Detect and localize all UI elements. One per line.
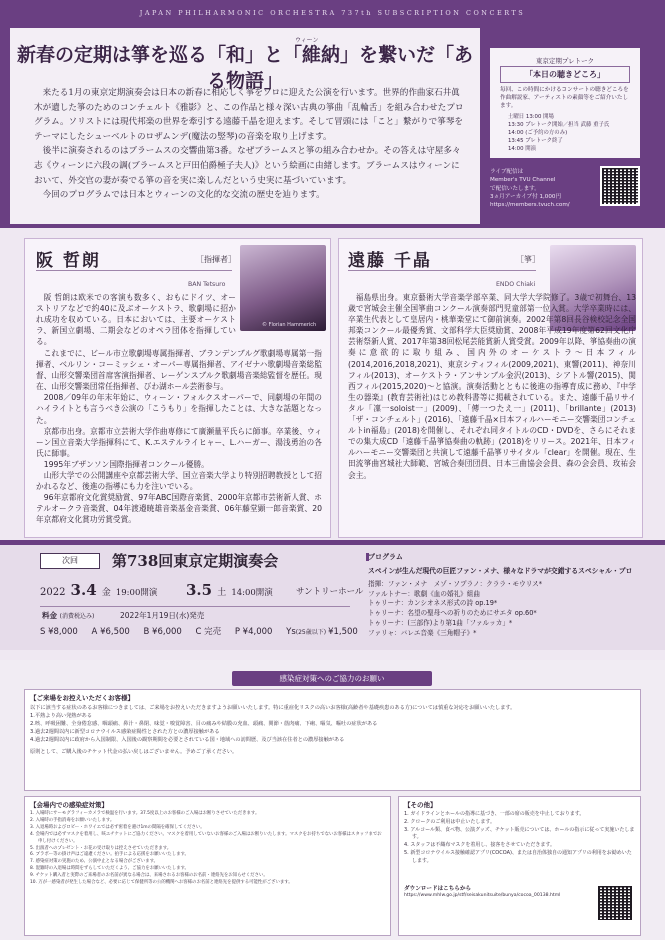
download-label: ダウンロードはこちらから: [404, 886, 472, 892]
covid-line: 4. スタッフは不織布マスクを着用し、接客をさせていただきます。: [404, 842, 555, 849]
bio-paragraph: 1995年ブザンソン国際指揮者コンクール優勝。: [43, 459, 209, 469]
concert-year: 2022: [40, 587, 66, 598]
bio-paragraph: 96年京都府文化賞奨励賞、97年ABC国際音楽賞、2000年京都市芸術新人賞、ホテルオークラ音楽賞、04年渡邉暁雄音楽基金音楽賞、06年藤堂顕一郎音楽賞、20年京都府文化賞功労賞受賞。: [36, 493, 322, 525]
covid-title: 感染症対策へのご協力のお願い: [232, 671, 432, 686]
program-item: 指揮：ファン・メナ メゾ・ソプラノ：クララ・モウリス*: [368, 580, 543, 588]
pretalk-time: 土曜日 13:00 開場: [508, 114, 554, 120]
concert-weekday: 土: [217, 588, 227, 598]
covid-line: 10. 万が一感染者が発生した場合など、必要に応じて保健所等の公的機関へお客様のお名前と連絡先を提供する可能性がございます。: [30, 880, 293, 886]
covid-line: 9. チケット購入者と実際のご来場者のお名前が異なる場合は、来場されるお客様のお名前・連絡先をお知らせください。: [30, 873, 268, 879]
covid-line: 3. アルコール類、食べ物、公演グッズ、チケット販売については、ホールの指示に従って実施いたします。: [404, 826, 635, 841]
before-visit-text: [30, 704, 635, 757]
soloist-bio: [348, 292, 636, 481]
conductor-name: 阪 哲朗: [36, 251, 101, 271]
bio-paragraph: 山形大学での公開講座や京都芸術大学、国立音楽大学より特別招聘教授として招かれるなど、後進の指導にも力を注いでいる。: [36, 471, 322, 492]
orchestra-banner: JAPAN PHILHARMONIC ORCHESTRA 737th SUBSCRIPTION CONCERTS: [139, 9, 526, 17]
qr-code-icon[interactable]: [600, 166, 640, 206]
price-c: C 完売: [195, 627, 222, 637]
pretalk-description: 毎回、この時間にかけるコンサートの聴きどころを作曲解説家、アーティストの素顔等をご紹介いたします。: [500, 87, 629, 110]
pretalk-time: 14:00 開演: [508, 146, 537, 152]
covid-line: 以下に該当する症状のあるお客様につきましては、ご来場をお控えいただきますようお願いいたします。特に重症化リスクの高いお客様(高齢者や基礎疾患のある方)については慎重な対応をお願いいたします。: [30, 705, 516, 711]
ticket-prices: [40, 625, 369, 637]
program-list: [368, 580, 542, 638]
concert-date-1: [40, 580, 157, 599]
divider: [348, 270, 536, 271]
covid-line: 2. クロークのご利用は中止いたします。: [404, 818, 495, 825]
ticket-tax-note: (消費税込み): [59, 613, 95, 620]
price-ys-value: ¥1,500: [328, 627, 358, 637]
pretalk-time: 14:00 (ご予約の方のみ): [508, 130, 568, 136]
intro-paragraph: 後半に演奏されるのはブラームスの交響曲第3番。なぜブラームスと箏の組み合わせか。その答えは守屋多々志《ウィーンに六段の調(ブラームスと戸田伯爵極子夫人)》という絵画に由緒します。ブラームスはウィーンにおいて、外交官の妻が奏でる箏の音を実に楽しんだという史実に基づいています。: [34, 146, 461, 186]
bio-paragraph: 阪 哲朗は欧米での客演も数多く、おもにドイツ、オーストリアなどで約40に及ぶオーケストラ、歌劇場に招かれ成功を収めている。日本においては、主要オーケストラ、新国立劇場、二期会などのオペラ団体を指揮している。: [36, 293, 236, 347]
qr-code-icon[interactable]: [596, 884, 634, 922]
other-heading: 【その他】: [404, 801, 437, 809]
concert-time: 19:00開演: [115, 588, 158, 598]
covid-line: 5. 新型コロナウイルス接触確認アプリ(COCOA)、または自治体独自の通知アプリの利用をお勧めいたします。: [404, 849, 632, 864]
price-b: B ¥6,000: [143, 627, 182, 637]
next-tag: 次回: [40, 553, 100, 569]
covid-line: 1. 入場時にサーモグラフィーカメラで検温を行います。37.5度以上のお客様のご入場はお断りさせていただきます。: [30, 811, 260, 816]
program-item: トゥリーナ：(三部作)より第1曲「ファルッカ」*: [368, 618, 513, 627]
concert-date: 3.5: [186, 581, 213, 599]
covid-line: 5. 出演者へのプレゼント・お花の受け取りは控えさせていただきます。: [30, 845, 172, 851]
soloist-name: 遠藤 千晶: [348, 251, 432, 271]
price-p: P ¥4,000: [234, 627, 273, 637]
program-item: ファリャ：バレエ音楽《三角帽子》*: [368, 628, 477, 637]
pretalk-subtitle: 「本日の聴きどころ」: [500, 66, 630, 83]
divider: [40, 606, 350, 607]
bio-paragraph: 2008／09年の年末年始に、ウィーン・フォルクスオーパーで、同劇場の年間のハイライトとも言うべき公演の「こうもり」を指揮したことは、大きな話題となった。: [36, 393, 322, 425]
venue-measures-heading: 【会場内での感染症対策】: [30, 801, 108, 809]
bio-paragraph: 京都市出身。京都市立芸術大学作曲専修にて廣瀬量平氏らに師事。卒業後、ウィーン国立音楽大学指揮科にて、K.エステルライヒャー、L.ハーガー、湯浅勇治の各氏に師事。: [36, 426, 322, 458]
live-stream-info: [490, 168, 590, 209]
concert-date: 3.4: [70, 581, 97, 599]
conductor-photo: [240, 245, 326, 331]
concert-venue: サントリーホール: [296, 587, 364, 597]
page-title: 新春の定期は箏を巡る「和」と「維納」を繋いだ「ある物語」: [16, 44, 473, 92]
before-visit-heading: 【ご来場をお控えいただくお客様】: [30, 694, 134, 702]
intro-paragraph: 今回のプログラムでは日本とウィーンの文化的な交流の歴史を辿ります。: [42, 190, 325, 201]
covid-line: 7. 感染症対策の実施のため、公演中止となる場合がございます。: [30, 859, 158, 865]
live-line: ライブ配信は: [490, 169, 524, 175]
intro-paragraph: 来たる1月の東京定期演奏会は日本の新春に相応しく箏をソロに迎えた公演を行います。世界的作曲家石井眞木が遺した箏のためのコンチェルト《雅影》と、この作品と様々深い古典の箏曲「乱輪舌」を組み合わせたプログラム。ソリストには現代邦楽の世界を牽引する遠藤千晶を迎えます。そして冒頭には「こと」繋がりで箏琴をテーマにしたシューベルトのロザムンデ(魔法の竪琴)の音楽を取り上げます。: [34, 88, 464, 142]
live-url[interactable]: https://members.tvuch.com/: [490, 202, 570, 209]
conductor-roman-name: BAN Tetsuro: [188, 281, 226, 288]
covid-line: 原則として、ご購入後のチケット代金の払い戻しはございません。予めご了承ください。: [30, 749, 238, 756]
venue-measures-text: [30, 811, 386, 887]
intro-text: [34, 86, 466, 203]
ticket-release-date: 2022年1月19日(水)発売: [120, 611, 205, 620]
pretalk-time: 13:45 プレトーク終了: [508, 138, 563, 144]
pretalk-heading: 東京定期プレトーク: [535, 57, 595, 65]
conductor-bio-top: [36, 292, 236, 347]
photo-credit: © Florian Hammerich: [262, 322, 317, 328]
price-s: S ¥8,000: [40, 627, 78, 637]
ticket-label: [42, 610, 94, 621]
concert-time: 14:00開演: [231, 588, 273, 598]
price-a: A ¥6,500: [91, 627, 130, 637]
conductor-role: ［指揮者］: [196, 255, 236, 264]
price-ys-note: (25歳以下): [295, 629, 327, 636]
concert-weekday: 金: [101, 588, 111, 598]
soloist-roman-name: ENDO Chiaki: [496, 281, 536, 288]
price-ys: Ys: [286, 627, 296, 637]
program-heading: プログラム: [368, 553, 403, 561]
live-price: 3ヵ月アーカイブ付 1,000円: [490, 193, 562, 200]
download-link[interactable]: https://www.mhlw.go.jp/stf/seisakunitsuite/bunya/cocoa_00138.html: [404, 893, 561, 898]
conductor-bio: [36, 348, 322, 526]
covid-line: 2.咳、呼吸困難、全身倦怠感、咽頭痛、鼻汁・鼻閉、味覚・嗅覚障害、目の痛みや結膜の充血、頭痛、関節・筋肉痛、下痢、嘔気、嘔吐の症状がある: [30, 721, 378, 728]
covid-line: 3.過去2週間以内に新型コロナウイルス感染症陽性とされた方との濃厚接触がある: [30, 729, 220, 736]
bio-paragraph: 福島県出身。東京藝術大学音楽学部卒業、同大学大学院修了。3歳で初舞台、13歳で宮城会主催全国箏曲コンクール演奏部門児童部第一位入賞。大学卒業時には、卒業生代表として皇居内・桃華楽堂にて御前演奏。2002年第8回長谷検校記念全国邦楽コンクール最優秀賞、文部科学大臣奨励賞、2008年平成19年度第62回文化庁芸術祭新人賞、2017年第38回松尾芸能賞新人賞受賞。2009年以降、箏協奏曲の演奏に意欲的に取り組み、国内外のオーケストラ〜日本フィル(2014,2016,2018,2021)、東京シティフィル(2009,2021)、東響(2011)、神奈川フィル(2013)、オーケストラ・アンサンブル金沢(2013)、シアトル響(2015)、関西フィル(2015,2020)〜と協演。演奏活動とともに後進の指導育成に務め、『中学生の器楽』(教育芸術社)はじめ教科書等に掲載されている。また、遠藤千晶リサイタル「凜一soloist一」(2009)、「傳一つたえ一」(2011)、「brillante」(2013)「ザ・コンチェルト」(2016)、「遠藤千晶×日本フィルハーモニー交響楽団コンチェルトin福島」(2018)を開催し、それぞれ同タイトルのCD・DVDを、さらにそれまでの集大成CD「遠藤千晶箏協奏曲の軌跡」(2018)をリリース。2021年、日本フィルハーモニー交響楽団と共演して遠藤千晶箏リサイタル「clear」を開催。現在、生田流箏曲宮城社大師範、宮城合奏団団員、日本三曲協会会員、森の会会員、玫祐会会主。: [348, 293, 636, 480]
next-concert-title: 第738回東京定期演奏会: [112, 552, 279, 570]
covid-line: 8. 混雑時の入退場は時間をずらしていただくよう、ご協力をお願いいたします。: [30, 866, 189, 872]
live-line: で配信いたします。: [490, 185, 540, 192]
soloist-role: ［箏］: [516, 255, 540, 264]
ticket-label-text: 料金: [42, 611, 57, 620]
covid-line: 1.平熱より高い発熱がある: [30, 713, 93, 720]
covid-line: 2. 入場時の手指消毒をお願いいたします。: [30, 817, 115, 823]
live-channel: Member's TVU Channel: [490, 177, 556, 184]
covid-line: 6. ブラボー等の掛け声はご遠慮ください。拍手による応援をお願いいたします。: [30, 852, 189, 858]
covid-line: 1. ガイドラインとホールの指導に基づき、一部の席の販売を中止しております。: [404, 811, 585, 817]
pretalk-time: 13:30 プレトーク開始／担当 武藤 重子氏: [508, 122, 610, 128]
concert-date-2: [186, 580, 273, 599]
program-item: トゥリーナ：カンシオネス形式の詩 op.19*: [368, 599, 498, 608]
program-item: ファルトナー：歌劇《血の婚礼》組曲: [368, 589, 480, 598]
program-item: トゥリーナ：名望の聖母への祈りのためにサエタ op.60*: [368, 609, 537, 618]
divider: [36, 270, 232, 271]
program-subtitle: スペインが生んだ現代の巨匠ファン・メナ、様々なドラマが交錯するスペシャル・プロ: [368, 567, 633, 575]
other-text: [404, 811, 636, 866]
covid-line: 4. 会場内では必ずマスクを着用し、咳エチケットにご協力ください。マスクを着用していないお客様のご入場はお断りいたします。マスクをお持ちでないお客様はスタッフまでお申し付けください。: [30, 831, 382, 844]
title-ruby: ウィーン: [295, 37, 319, 44]
bio-paragraph: これまでに、ビール市立歌劇場専属指揮者、ブランデンブルグ歌劇場専属第一指揮者、ベルリン・コーミッシェ・オーパー専属指揮者、アイゼナハ歌劇場音楽総監督、山形交響楽団首席客演指揮者、レーゲンスブルク歌劇場音楽総監督を歴任。現在、山形交響楽団常任指揮者、びわ湖ホール芸術参与。: [36, 349, 322, 392]
covid-line: 4.過去2週間以内に政府から入国制限、入国後の観察期間を必要とされている国・地域への訪問歴、及び当該在住者との濃厚接触がある: [30, 737, 345, 744]
section-divider: [0, 540, 665, 545]
covid-line: 3. 入退場時およびロビー・ホワイエでは必ず密着を避け1mの間隔を確保してください。: [30, 824, 205, 830]
